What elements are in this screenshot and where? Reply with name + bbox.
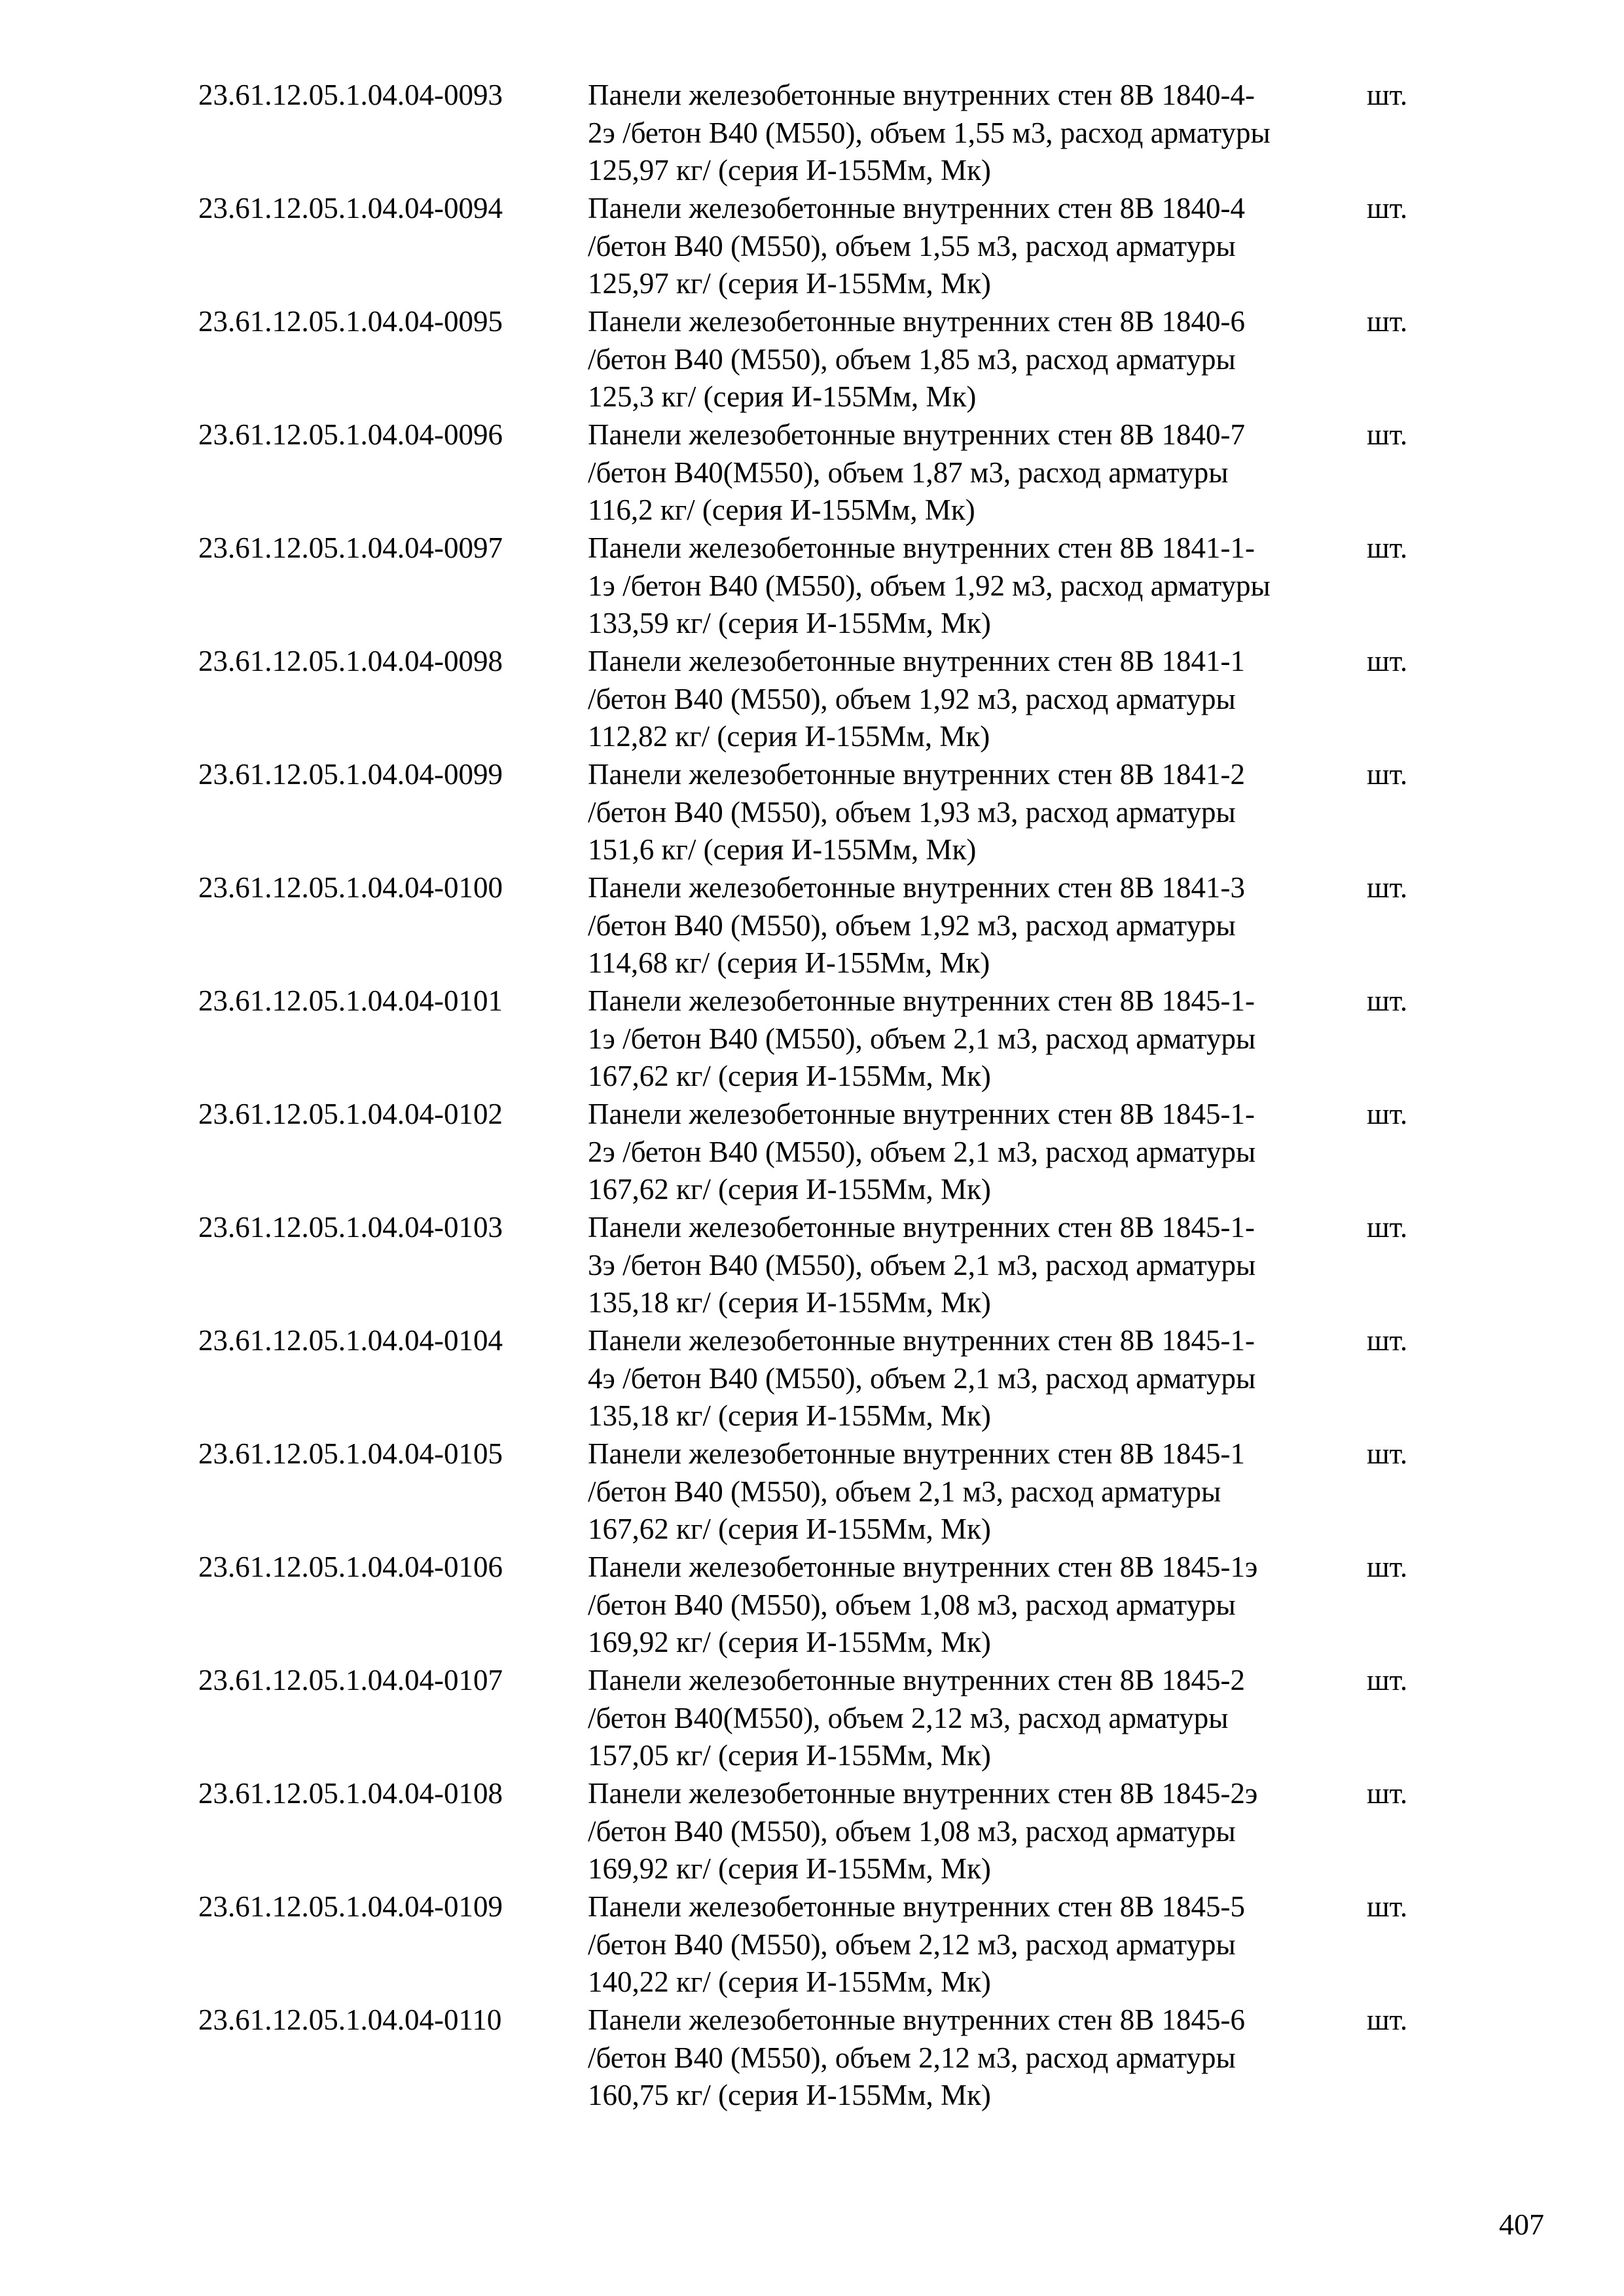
resource-description [588, 303, 1570, 416]
description-line: /бетон В40 (М550), объем 1,85 м3, расход арматуры [588, 342, 1236, 376]
table-row [198, 1435, 1442, 1549]
description-line: 1э /бетон В40 (М550), объем 1,92 м3, расход арматуры [588, 569, 1271, 602]
resource-description [588, 756, 1570, 869]
resource-code: 23.61.12.05.1.04.04-0102 [198, 1098, 503, 1130]
description-line: Панели железобетонные внутренних стен 8В 1845-1 [588, 1437, 1245, 1470]
description-line: Панели железобетонные внутренних стен 8В 1840-4 [588, 192, 1245, 224]
description-line: Панели железобетонные внутренних стен 8В 1845-1- [588, 984, 1255, 1017]
resource-description [588, 1096, 1570, 1209]
description-line: /бетон В40 (М550), объем 2,12 м3, расход арматуры [588, 1928, 1236, 1961]
description-line: Панели железобетонные внутренних стен 8В 1840-6 [588, 305, 1245, 338]
resource-description [588, 529, 1570, 643]
unit-of-measure: шт. [1367, 79, 1408, 111]
resource-description [588, 1549, 1570, 1662]
description-line: 2э /бетон В40 (М550), объем 1,55 м3, расход арматуры [588, 116, 1271, 149]
unit-of-measure: шт. [1367, 2003, 1408, 2036]
description-line: /бетон В40 (М550), объем 1,08 м3, расход арматуры [588, 1588, 1236, 1621]
resource-code: 23.61.12.05.1.04.04-0109 [198, 1890, 503, 1923]
table-row [198, 303, 1442, 416]
description-line: 157,05 кг/ (серия И-155Мм, Мк) [588, 1739, 991, 1772]
resource-code: 23.61.12.05.1.04.04-0106 [198, 1551, 503, 1583]
resource-code: 23.61.12.05.1.04.04-0099 [198, 758, 503, 791]
resource-code: 23.61.12.05.1.04.04-0100 [198, 871, 503, 904]
resource-description [588, 1662, 1570, 1775]
resource-code: 23.61.12.05.1.04.04-0101 [198, 984, 503, 1017]
resource-description [588, 77, 1570, 190]
resource-code: 23.61.12.05.1.04.04-0096 [198, 418, 503, 451]
unit-of-measure: шт. [1367, 1437, 1408, 1470]
description-line: Панели железобетонные внутренних стен 8В 1845-2э [588, 1777, 1258, 1810]
description-line: 135,18 кг/ (серия И-155Мм, Мк) [588, 1399, 991, 1433]
resource-code: 23.61.12.05.1.04.04-0105 [198, 1437, 503, 1470]
resource-code: 23.61.12.05.1.04.04-0097 [198, 531, 503, 564]
table-row [198, 529, 1442, 643]
table-row [198, 1888, 1442, 2001]
unit-of-measure: шт. [1367, 1098, 1408, 1130]
table-row [198, 2001, 1442, 2115]
description-line: 151,6 кг/ (серия И-155Мм, Мк) [588, 833, 977, 867]
description-line: 167,62 кг/ (серия И-155Мм, Мк) [588, 1173, 991, 1206]
description-line: 116,2 кг/ (серия И-155Мм, Мк) [588, 493, 975, 527]
description-line: Панели железобетонные внутренних стен 8В 1845-5 [588, 1890, 1245, 1923]
table-row [198, 1322, 1442, 1435]
description-line: Панели железобетонные внутренних стен 8В 1840-4- [588, 79, 1255, 111]
table-row [198, 1662, 1442, 1775]
resource-code: 23.61.12.05.1.04.04-0098 [198, 645, 503, 677]
table-row [198, 982, 1442, 1096]
resource-code: 23.61.12.05.1.04.04-0110 [198, 2003, 502, 2036]
resource-description [588, 1209, 1570, 1322]
resource-description [588, 1775, 1570, 1888]
description-line: 140,22 кг/ (серия И-155Мм, Мк) [588, 1965, 991, 1999]
resource-description [588, 1435, 1570, 1549]
resource-description [588, 1888, 1570, 2001]
unit-of-measure: шт. [1367, 305, 1408, 338]
description-line: /бетон В40 (М550), объем 2,1 м3, расход арматуры [588, 1475, 1221, 1508]
description-line: /бетон В40 (М550), объем 2,12 м3, расход арматуры [588, 2041, 1236, 2074]
description-line: /бетон В40 (М550), объем 1,92 м3, расход арматуры [588, 682, 1236, 715]
description-line: 125,97 кг/ (серия И-155Мм, Мк) [588, 154, 991, 187]
description-line: 114,68 кг/ (серия И-155Мм, Мк) [588, 946, 990, 980]
description-line: 135,18 кг/ (серия И-155Мм, Мк) [588, 1286, 991, 1319]
description-line: 169,92 кг/ (серия И-155Мм, Мк) [588, 1852, 991, 1886]
unit-of-measure: шт. [1367, 1551, 1408, 1583]
table-row [198, 190, 1442, 303]
table-row [198, 643, 1442, 756]
description-line: 167,62 кг/ (серия И-155Мм, Мк) [588, 1513, 991, 1546]
unit-of-measure: шт. [1367, 1324, 1408, 1357]
table-row [198, 1209, 1442, 1322]
table-row [198, 1096, 1442, 1209]
resource-code: 23.61.12.05.1.04.04-0094 [198, 192, 503, 224]
resource-description [588, 190, 1570, 303]
resource-description [588, 1322, 1570, 1435]
description-line: 133,59 кг/ (серия И-155Мм, Мк) [588, 607, 991, 640]
price-list-table [198, 77, 1442, 2115]
table-row [198, 1775, 1442, 1888]
resource-code: 23.61.12.05.1.04.04-0108 [198, 1777, 503, 1810]
description-line: Панели железобетонные внутренних стен 8В 1841-2 [588, 758, 1245, 791]
description-line: /бетон В40 (М550), объем 1,92 м3, расход арматуры [588, 908, 1236, 942]
resource-code: 23.61.12.05.1.04.04-0093 [198, 79, 503, 111]
description-line: 169,92 кг/ (серия И-155Мм, Мк) [588, 1626, 991, 1659]
description-line: 160,75 кг/ (серия И-155Мм, Мк) [588, 2079, 991, 2112]
description-line: 1э /бетон В40 (М550), объем 2,1 м3, расход арматуры [588, 1022, 1256, 1055]
description-line: Панели железобетонные внутренних стен 8В 1841-1- [588, 531, 1255, 564]
unit-of-measure: шт. [1367, 1890, 1408, 1923]
resource-description [588, 643, 1570, 756]
description-line: 167,62 кг/ (серия И-155Мм, Мк) [588, 1060, 991, 1093]
resource-code: 23.61.12.05.1.04.04-0103 [198, 1211, 503, 1244]
description-line: /бетон В40(М550), объем 2,12 м3, расход арматуры [588, 1701, 1229, 1734]
resource-description [588, 869, 1570, 982]
description-line: 3э /бетон В40 (М550), объем 2,1 м3, расход арматуры [588, 1248, 1256, 1282]
unit-of-measure: шт. [1367, 871, 1408, 904]
table-row [198, 756, 1442, 869]
unit-of-measure: шт. [1367, 645, 1408, 677]
description-line: Панели железобетонные внутренних стен 8В 1840-7 [588, 418, 1245, 451]
description-line: /бетон В40 (М550), объем 1,55 м3, расход арматуры [588, 229, 1236, 262]
description-line: Панели железобетонные внутренних стен 8В 1845-1- [588, 1211, 1255, 1244]
resource-code: 23.61.12.05.1.04.04-0104 [198, 1324, 503, 1357]
resource-description [588, 982, 1570, 1096]
description-line: 125,97 кг/ (серия И-155Мм, Мк) [588, 267, 991, 300]
description-line: Панели железобетонные внутренних стен 8В 1845-1- [588, 1324, 1255, 1357]
resource-code: 23.61.12.05.1.04.04-0095 [198, 305, 503, 338]
table-row [198, 1549, 1442, 1662]
table-row [198, 77, 1442, 190]
description-line: /бетон В40 (М550), объем 1,93 м3, расход арматуры [588, 795, 1236, 829]
description-line: Панели железобетонные внутренних стен 8В 1845-6 [588, 2003, 1245, 2036]
unit-of-measure: шт. [1367, 1777, 1408, 1810]
resource-description [588, 416, 1570, 529]
resource-description [588, 2001, 1570, 2115]
description-line: 125,3 кг/ (серия И-155Мм, Мк) [588, 380, 977, 414]
description-line: 112,82 кг/ (серия И-155Мм, Мк) [588, 720, 990, 753]
description-line: Панели железобетонные внутренних стен 8В 1841-3 [588, 871, 1245, 904]
unit-of-measure: шт. [1367, 758, 1408, 791]
unit-of-measure: шт. [1367, 984, 1408, 1017]
unit-of-measure: шт. [1367, 192, 1408, 224]
resource-code: 23.61.12.05.1.04.04-0107 [198, 1664, 503, 1696]
description-line: Панели железобетонные внутренних стен 8В 1845-1- [588, 1098, 1255, 1130]
description-line: 4э /бетон В40 (М550), объем 2,1 м3, расход арматуры [588, 1361, 1256, 1395]
page-number: 407 [1499, 2208, 1544, 2241]
unit-of-measure: шт. [1367, 531, 1408, 564]
description-line: Панели железобетонные внутренних стен 8В 1841-1 [588, 645, 1245, 677]
unit-of-measure: шт. [1367, 1211, 1408, 1244]
description-line: /бетон В40(М550), объем 1,87 м3, расход арматуры [588, 456, 1229, 489]
description-line: /бетон В40 (М550), объем 1,08 м3, расход арматуры [588, 1814, 1236, 1848]
table-row [198, 416, 1442, 529]
table-row [198, 869, 1442, 982]
description-line: Панели железобетонные внутренних стен 8В 1845-1э [588, 1551, 1258, 1583]
description-line: Панели железобетонные внутренних стен 8В 1845-2 [588, 1664, 1245, 1696]
description-line: 2э /бетон В40 (М550), объем 2,1 м3, расход арматуры [588, 1135, 1256, 1168]
unit-of-measure: шт. [1367, 418, 1408, 451]
unit-of-measure: шт. [1367, 1664, 1408, 1696]
